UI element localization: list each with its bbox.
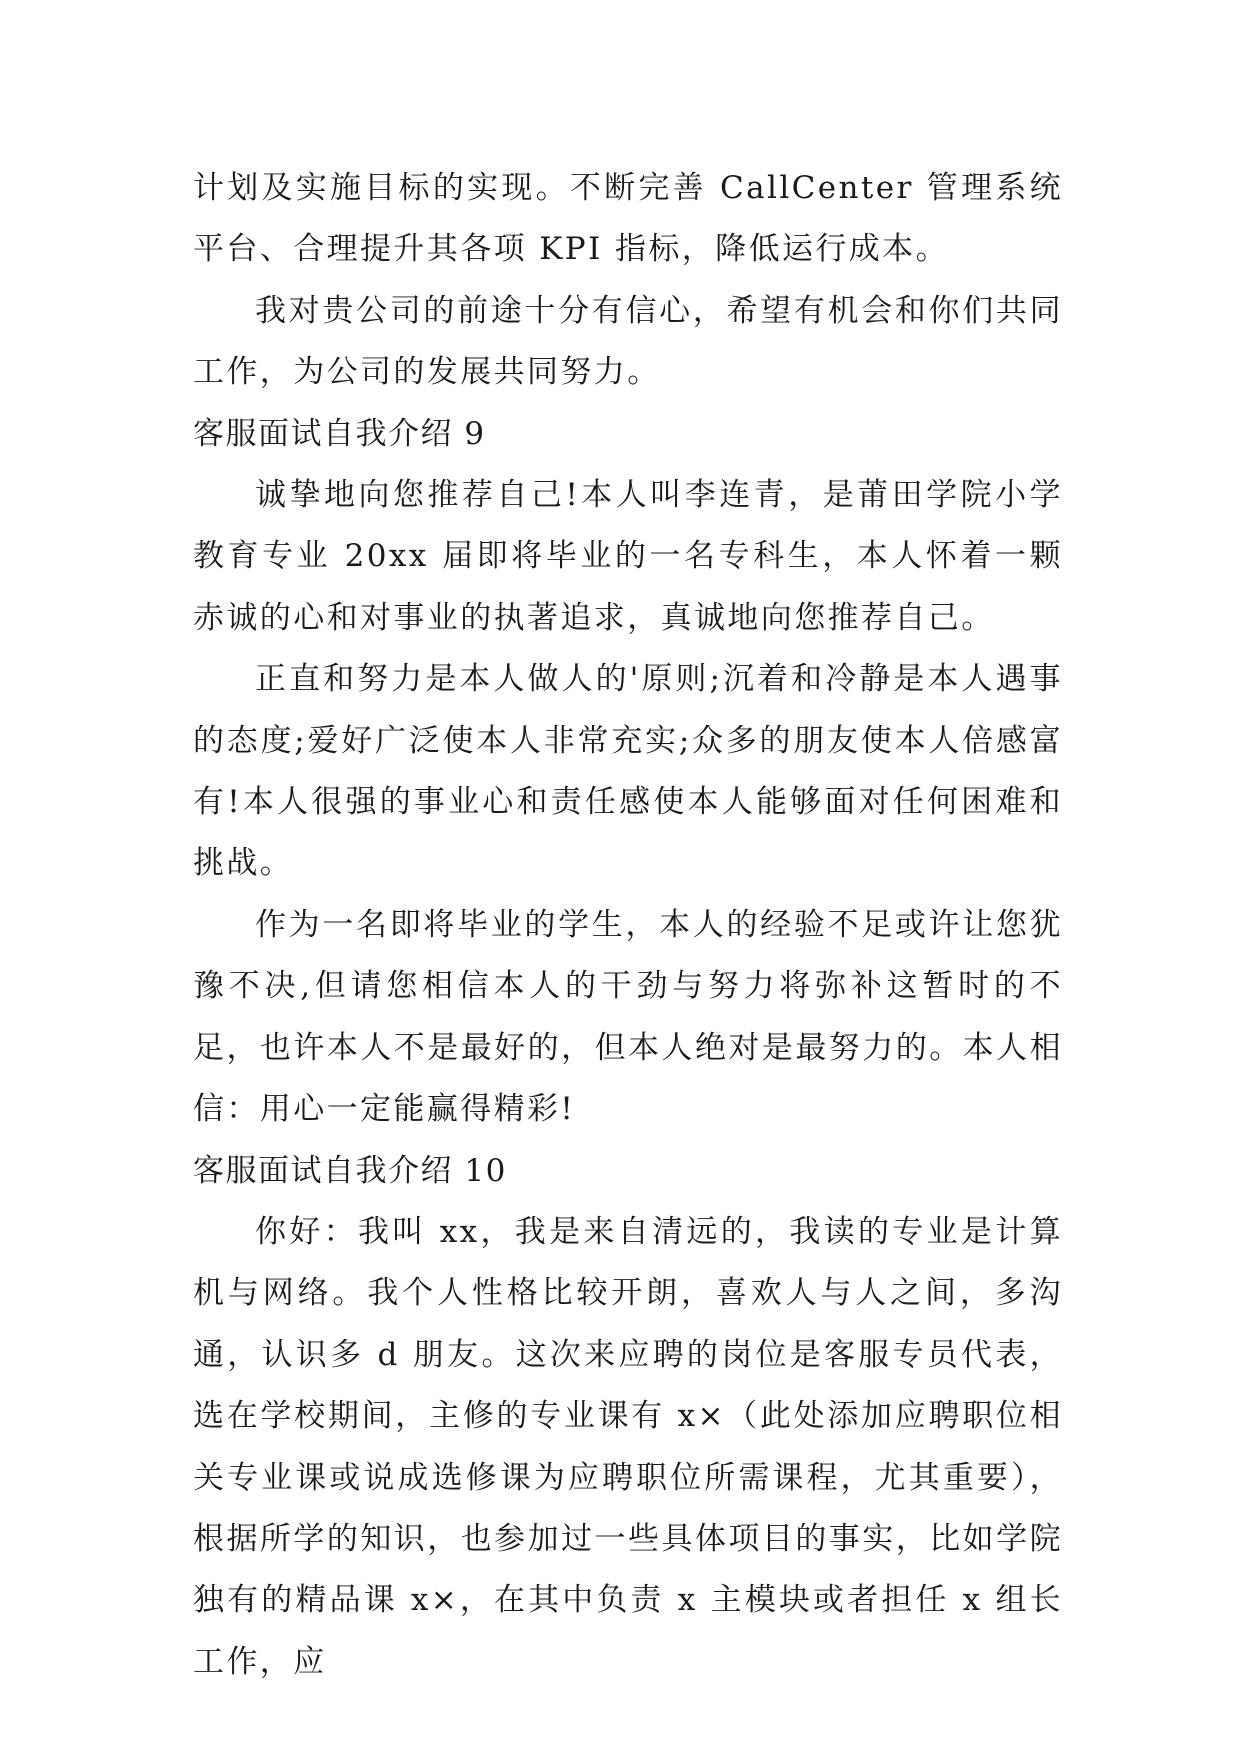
section-heading-9: 客服面试自我介绍 9 [193, 415, 486, 452]
document-body [193, 158, 1063, 1693]
paragraph-confidence: 我对贵公司的前途十分有信心，希望有机会和你们共同工作，为公司的发展共同努力。 [193, 292, 1063, 391]
paragraph-introduction: 你好：我叫 xx，我是来自清远的，我读的专业是计算机与网络。我个人性格比较开朗，喜欢人与人之间，多沟通，认识多 d 朋友。这次来应聘的岗位是客服专员代表，选在学校期间，主修的专业课有 x×（此处添加应聘职位相关专业课或说成选修课为应聘职位所需课程，尤其重要），根据所学的知识，也参加过一些具体项目的事实，比如学院独有的精品课 x×，在其中负责 x 主模块或者担任 x 组长工作，应 [193, 1213, 1063, 1680]
paragraph-self-recommendation: 诚挚地向您推荐自己!本人叫李连青，是莆田学院小学教育专业 20xx 届即将毕业的一名专科生，本人怀着一颗赤诚的心和对事业的执著追求，真诚地向您推荐自己。 [193, 477, 1063, 636]
section-heading-10: 客服面试自我介绍 10 [193, 1152, 507, 1189]
paragraph-callcenter-goals: 计划及实施目标的实现。不断完善 CallCenter 管理系统平台、合理提升其各项 KPI 指标，降低运行成本。 [193, 170, 1063, 268]
paragraph-graduate: 作为一名即将毕业的学生，本人的经验不足或许让您犹豫不决,但请您相信本人的干劲与努力将弥补这暂时的不足，也许本人不是最好的，但本人绝对是最努力的。本人相信：用心一定能赢得精彩! [193, 906, 1063, 1128]
paragraph-character: 正直和努力是本人做人的'原则;沉着和冷静是本人遇事的态度;爱好广泛使本人非常充实;众多的朋友使本人倍感富有!本人很强的事业心和责任感使本人能够面对任何困难和挑战。 [193, 661, 1063, 882]
